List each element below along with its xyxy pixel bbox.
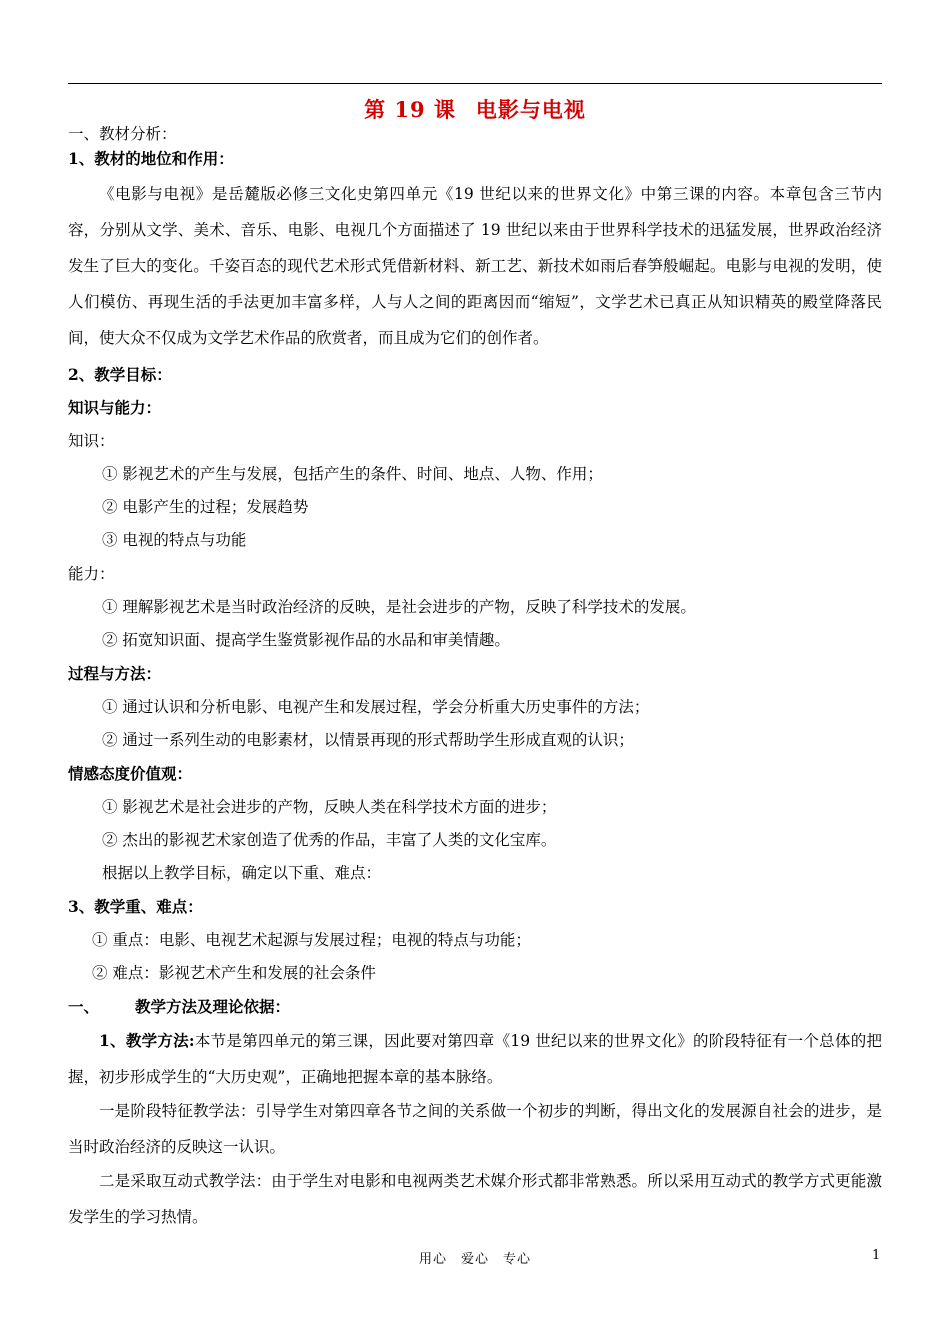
list-item: ② 拓宽知识面、提高学生鉴赏影视作品的水品和审美情趣。: [102, 631, 510, 649]
header-rule: [68, 83, 882, 84]
section-number: 一、: [68, 997, 100, 1016]
list-item: ① 理解影视艺术是当时政治经济的反映，是社会进步的产物，反映了科学技术的发展。: [102, 598, 696, 616]
section-heading-methods: [68, 997, 882, 1017]
paragraph-position-role: 《电影与电视》是岳麓版必修三文化史第四单元《19 世纪以来的世界文化》中第三课的内容。本章包含三节内容，分别从文学、美术、音乐、电影、电视几个方面描述了 19 世纪以来由于世界科学技术的迅猛发展，世界政治经济发生了巨大的变化。千姿百态的现代艺术形式凭借新材料、新工艺、新技术如雨后春笋般崛起。电影与电视的发明，使人们模仿、再现生活的手法更加丰富多样，人与人之间的距离因而“缩短”，文学艺术已真正从知识精英的殿堂降落民间，使大众不仅成为文学艺术作品的欣赏者，而且成为它们的创作者。: [68, 185, 882, 347]
list-item: ② 杰出的影视艺术家创造了优秀的作品，丰富了人类的文化宝库。: [102, 831, 557, 849]
paragraph-interactive-method: 二是采取互动式教学法：由于学生对电影和电视两类艺术媒介形式都非常熟悉。所以采用互动式的教学方式更能激发学生的学习热情。: [68, 1172, 882, 1226]
lesson-number: 第 19 课: [364, 97, 456, 122]
list-item: ① 影视艺术的产生与发展，包括产生的条件、时间、地点、人物、作用；: [102, 465, 603, 483]
subheading-teaching-goals: 2、教学目标：: [68, 365, 172, 384]
label-ability: 能力：: [68, 565, 115, 583]
method-label: 1、教学方法:: [99, 1031, 195, 1050]
section-title: 教学方法及理论依据：: [135, 997, 291, 1016]
subheading-emotion-values: 情感态度价值观：: [68, 764, 193, 783]
subheading-knowledge-ability: 知识与能力：: [68, 398, 162, 417]
list-item: ① 通过认识和分析电影、电视产生和发展过程，学会分析重大历史事件的方法；: [102, 698, 650, 716]
label-knowledge: 知识：: [68, 432, 115, 450]
subheading-key-points: 3、教学重、难点：: [68, 897, 203, 916]
lesson-title: 电影与电视: [475, 97, 586, 122]
list-item: ① 影视艺术是社会进步的产物，反映人类在科学技术方面的进步；: [102, 798, 557, 816]
paragraph-teaching-method: [68, 1023, 882, 1095]
list-item: ③ 电视的特点与功能: [102, 531, 247, 549]
list-item: ① 重点：电影、电视艺术起源与发展过程；电视的特点与功能；: [92, 931, 531, 949]
list-item: ② 电影产生的过程；发展趋势: [102, 498, 309, 516]
emotion-conclusion: 根据以上教学目标，确定以下重、难点：: [102, 864, 382, 882]
footer-motto: 用心 爱心 专心: [418, 1252, 531, 1267]
subheading-position-role: 1、教材的地位和作用：: [68, 149, 234, 168]
method-text: 本节是第四单元的第三课，因此要对第四章《19 世纪以来的世界文化》的阶段特征有一个总体的把握，初步形成学生的“大历史观”，正确地把握本章的基本脉络。: [68, 1032, 882, 1086]
paragraph-stage-method: 一是阶段特征教学法：引导学生对第四章各节之间的关系做一个初步的判断，得出文化的发展源自社会的进步，是当时政治经济的反映这一认识。: [68, 1102, 882, 1156]
list-item: ② 通过一系列生动的电影素材，以情景再现的形式帮助学生形成直观的认识；: [102, 731, 634, 749]
section-heading-analysis: 一、教材分析：: [68, 125, 177, 143]
page-number: 1: [872, 1248, 881, 1263]
subheading-process-method: 过程与方法：: [68, 664, 162, 683]
list-item: ② 难点：影视艺术产生和发展的社会条件: [92, 964, 376, 982]
page-title: [0, 94, 950, 124]
